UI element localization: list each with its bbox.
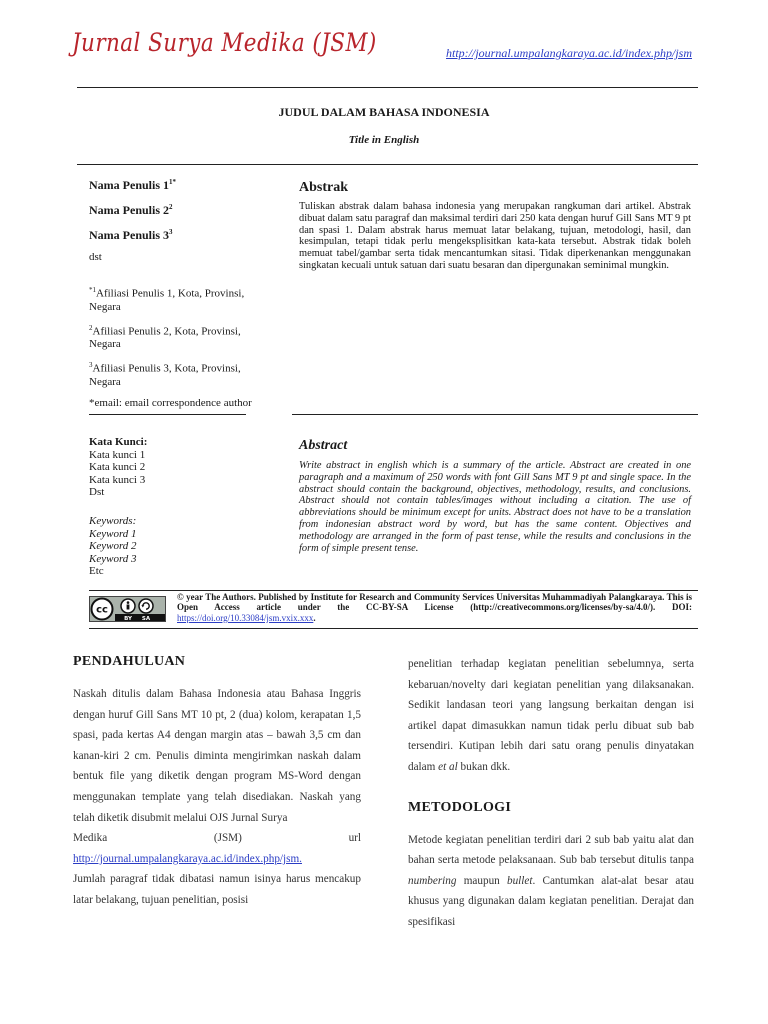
metodologi-text: Metode kegiatan penelitian terdiri dari 2 sub bab yaitu alat dan bahan serta metode pelaksanaan. Sub bab tersebut ditulis tanpa numbering maupun bullet. Cantumkan alat-alat besar atau khusus yang digunakan dalam kegiatan penelitian. Derajat dan spesifikasi [408,833,694,928]
abstract-text: Write abstract in english which is a summary of the article. Abstract are created in one paragraph and a maximum of 250 words with font Gill Sans MT 9 pt and single space. In the abstract should contain the background, objectives, methodology, results, and conclusions. Abstract should not contain tables/images without including a citation. The use of abbreviations should be minimum except for units. Abstract does not have to be a translation from indonesian abstract word by word, but has the same content. Objectives and methodology are arranged in the form of past tense, while the results and conclusions in the form of simple present tense. [299,460,691,554]
pendahuluan-url-line [73,849,361,870]
abstract-heading: Abstract [299,438,348,453]
pendahuluan-para-2: Jumlah paragraf tidak dibatasi namun isinya harus mencakup latar belakang, tujuan penelitian, posisi [73,873,361,906]
cc-by-sa-icon [90,597,165,621]
author-2: Nama Penulis $2^2$ [89,203,173,217]
keywords-label: Keywords: [89,515,137,527]
title-english: Title in English [348,134,420,146]
right-divider [292,414,698,415]
affiliation-list [89,284,254,418]
kata-kunci [89,436,249,499]
title-rule [77,164,698,165]
license-notice: © year The Authors. Published by Institute for Research and Community Services Universitas Muhammadiyah Palangkaraya. This is Open Access article under the CC-BY-SA License (http://creativecommons.org/licenses/by-sa/4.0/). DOI: https://doi.org/10.33084/jsm.vxix.xxx. [177,592,692,623]
license-rule-top [89,590,698,591]
pendahuluan-heading: PENDAHULUAN [73,654,186,669]
abstrak-text: Tuliskan abstrak dalam bahasa indonesia yang merupakan rangkuman dari artikel. Abstrak dibuat dalam satu paragraf dan maksimal terdiri dari 250 kata dengan huruf Gill Sans MT 9 pt dan spasi 1. Dalam abstrak harus memuat latar belakang, tujuan, metodologi, hasil, dan kesimpulan, tetapi tidak perlu mengeksplisitkan kata-kata tersebut. Abstrak tidak boleh memuat tabel/gambar serta tidak mencantumkan sitasi. Tidak diperkenankan menggunakan singkatan kecuali untuk satuan dari suatu besaran dan dipergunakan seminimal mungkin. [299,201,691,271]
header-rule-top [77,87,698,88]
keywords [89,515,249,578]
kata-kunci-item: Kata kunci 1 [89,448,146,461]
license-rule-bottom [89,628,698,629]
title-indonesian: JUDUL DALAM BAHASA INDONESIA [278,105,490,119]
affiliation-1: $^{*1}$Afiliasi Penulis 1, Kota, Provinsi, Negara [89,286,245,313]
keyword-etc: Etc [89,565,104,577]
author-3: Nama Penulis $3^3$ [89,228,173,242]
affiliation-3: $^3$Afiliasi Penulis 3, Kota, Provinsi, Negara [89,361,241,388]
keyword-item: Keyword 3 [89,552,137,565]
doi-link[interactable]: https://doi.org/10.33084/jsm.vxix.xxx [177,612,314,623]
pendahuluan-continuation: penelitian terhadap kegiatan penelitian sebelumnya, serta kebaruan/novelty dari kegiatan penelitian yang dilaksanakan. Sedikit landasan teori yang langsung berkaitan dengan isi artikel dapat dimasukkan namun tidak perlu dibuat sub bab tersendiri. Kutipan lebih dari satu orang penulis dinyatakan dalam et al bukan dkk. [408,658,694,773]
kata-kunci-item: Dst [89,486,105,498]
affiliation-2: $^2$Afiliasi Penulis 2, Kota, Provinsi, Negara [89,323,241,351]
left-column [73,654,361,911]
badge-by-text: BY [124,616,132,621]
right-column [408,654,694,933]
cc-by-sa-badge[interactable] [89,596,166,622]
abstrak-heading: Abstrak [299,180,349,195]
correspondence-email: *email: email correspondence author [89,396,252,409]
authors-more: dst [89,251,102,263]
author-1: Nama Penulis $1^{1*}$ [89,178,177,192]
svg-text:cc: cc [96,604,108,616]
kata-kunci-item: Kata kunci 2 [89,461,146,473]
kata-kunci-item: Kata kunci 3 [89,473,146,486]
author-list [89,178,249,263]
journal-url-body-link[interactable]: http://journal.umpalangkaraya.ac.id/index.php/jsm. [73,852,302,865]
badge-sa-text: SA [141,616,151,621]
keyword-item: Keyword 1 [89,527,137,540]
journal-name: Jurnal Surya Medika (JSM) [72,28,377,57]
journal-url-link[interactable]: http://journal.umpalangkaraya.ac.id/index.php/jsm [446,46,692,60]
left-divider [89,414,246,415]
metodologi-heading: METODOLOGI [408,799,512,815]
keyword-item: Keyword 2 [89,540,137,552]
kata-kunci-label: Kata Kunci: [89,436,148,448]
pendahuluan-url-lead: Medika (JSM) url [73,832,361,845]
pendahuluan-para-1: Naskah ditulis dalam Bahasa Indonesia atau Bahasa Inggris dengan huruf Gill Sans MT 10 pt, 2 (dua) kolom, kerapatan 1,5 spasi, pada kertas A4 dengan margin atas – bawah 3,5 cm dan kanan-kiri 2 cm. Penulis diminta mengirimkan naskah dalam bentuk file yang diketik dengan program MS-Word dengan menggunakan template yang telah disediakan. Naskah yang telah diketik disubmit melalui OJS Jurnal Surya [73,688,361,824]
